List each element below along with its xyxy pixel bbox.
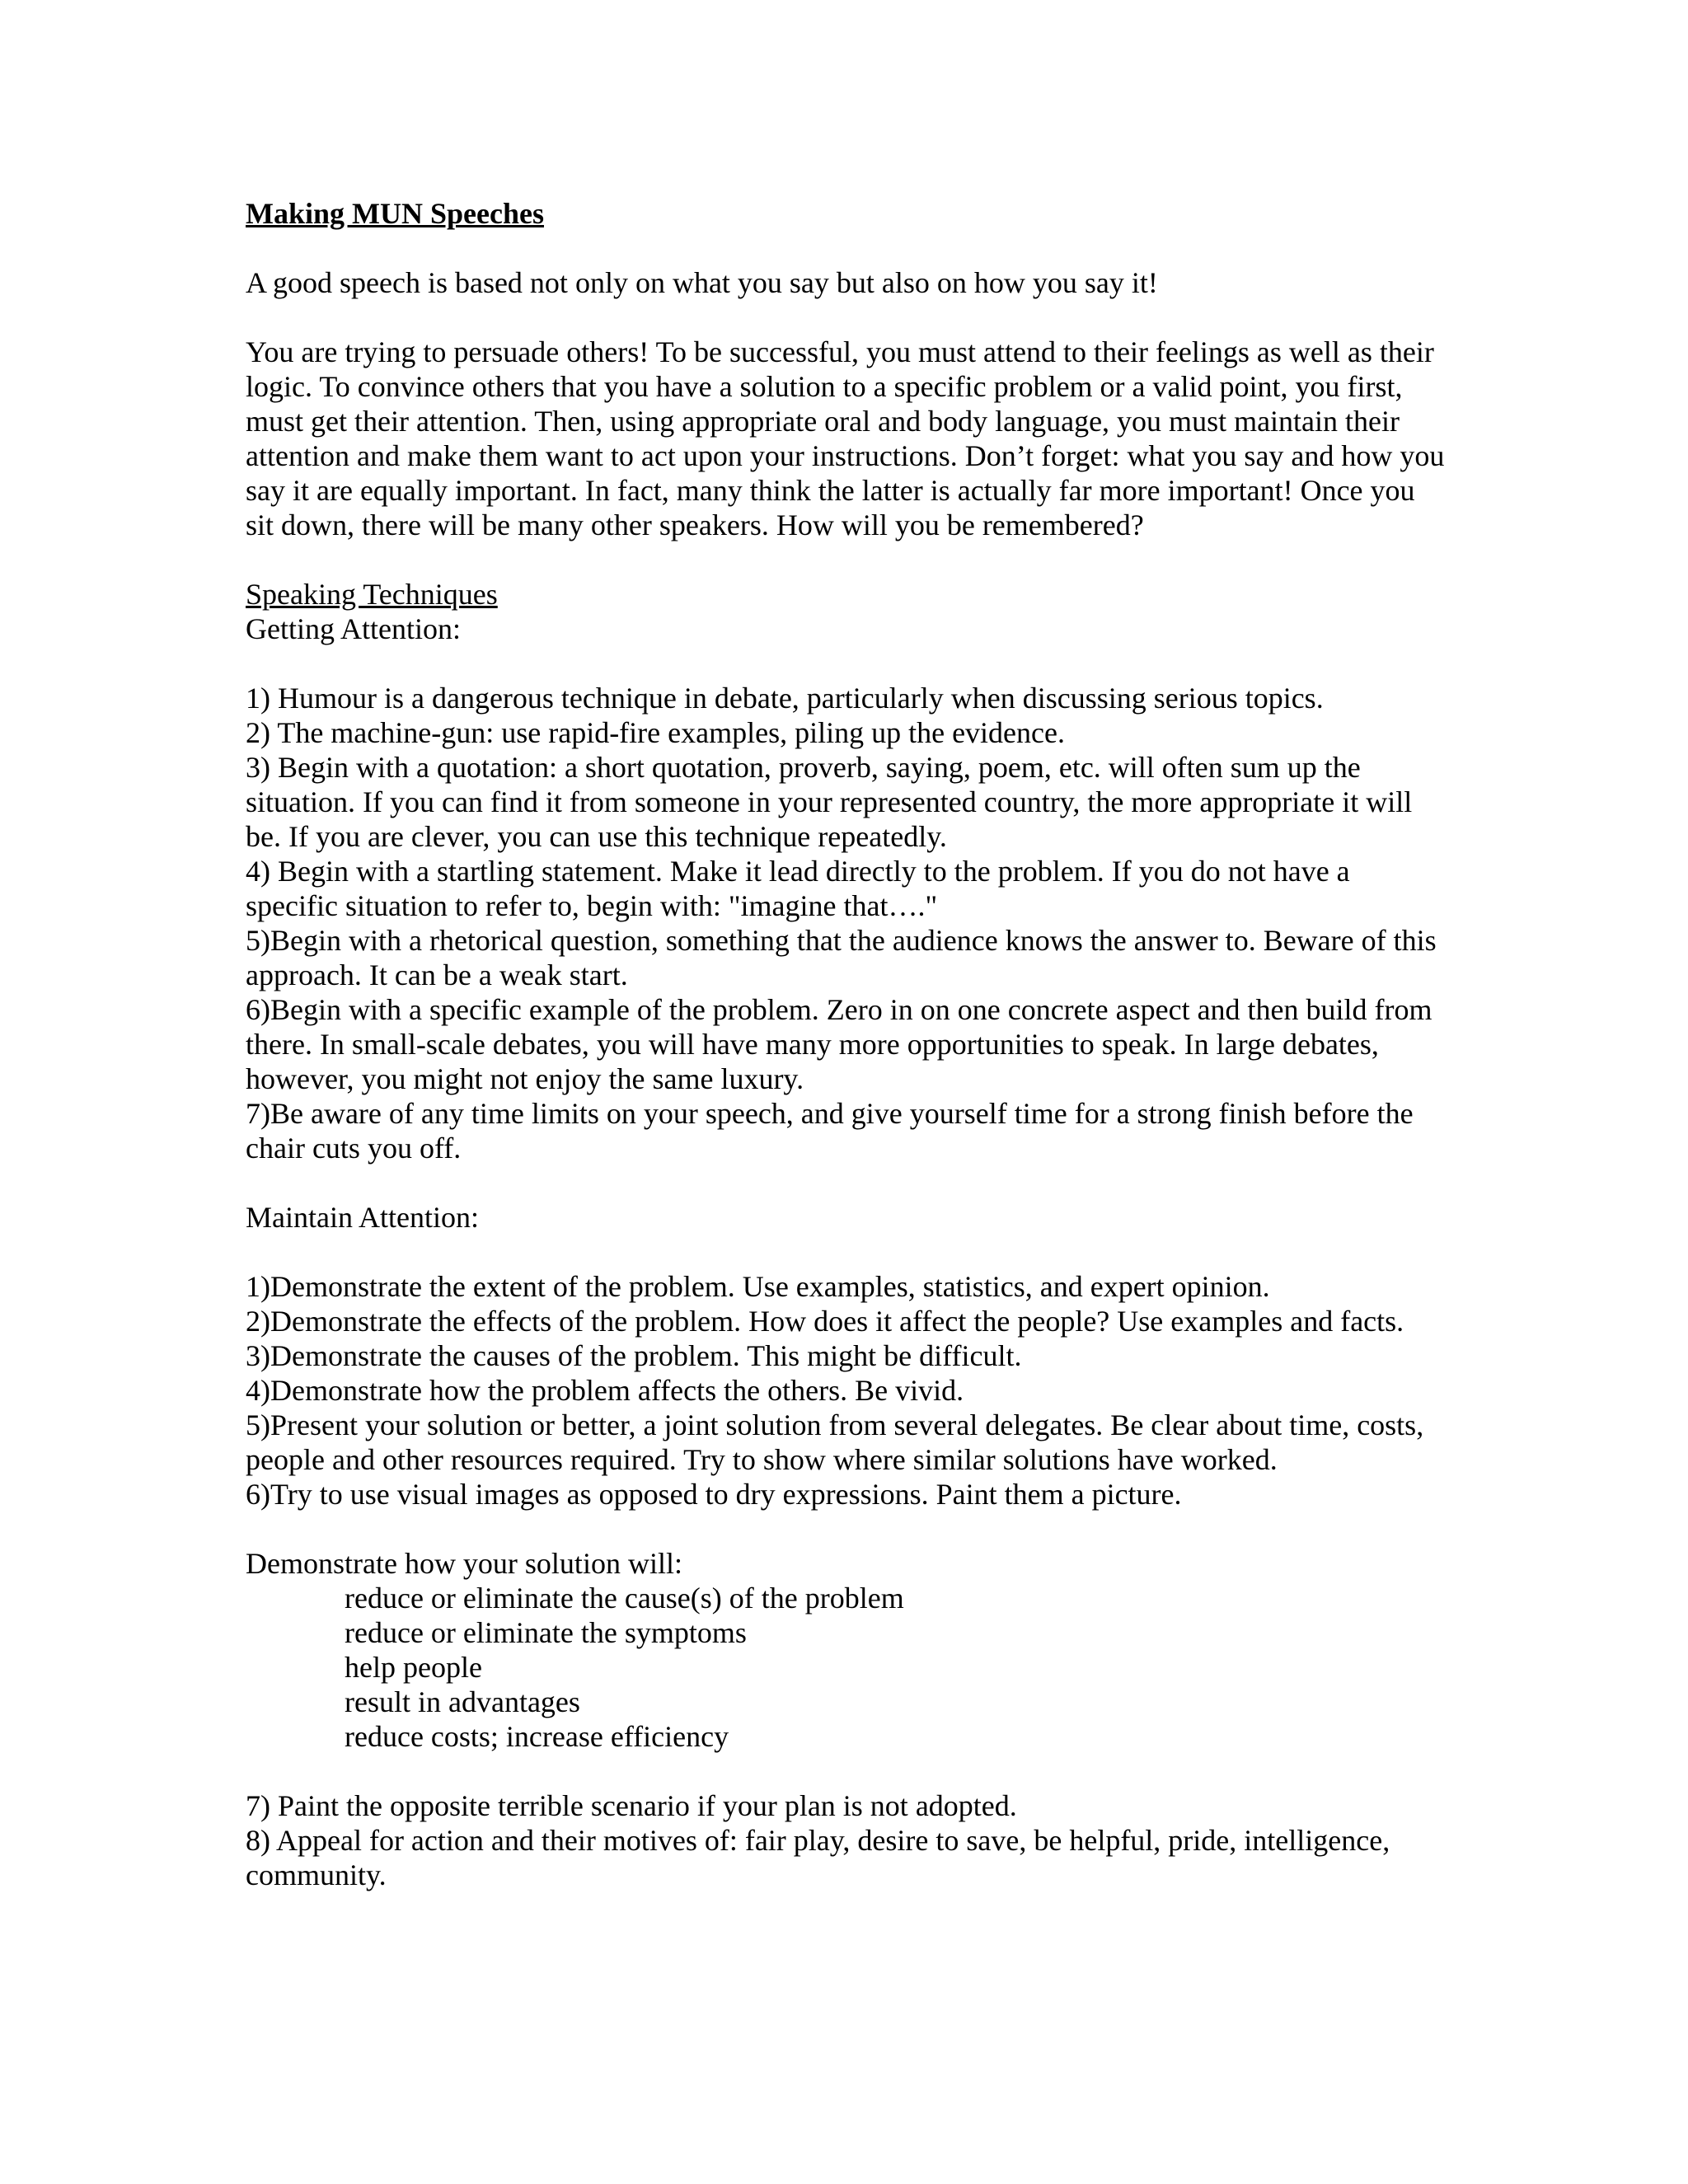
spacer	[246, 300, 1449, 335]
document-page	[246, 196, 1449, 1892]
list-item: 4) Begin with a startling statement. Make it lead directly to the problem. If you do not have a specific situation to refer to, begin with: "imagine that…."	[246, 855, 1350, 922]
list-item: 3)Demonstrate the causes of the problem. This might be difficult.	[246, 1339, 1022, 1372]
getting-attention-list	[246, 681, 1449, 1165]
list-item: 2)Demonstrate the effects of the problem. How does it affect the people? Use examples and facts.	[246, 1305, 1404, 1338]
spacer	[246, 1235, 1449, 1269]
spacer	[246, 231, 1449, 265]
list-item: 7)Be aware of any time limits on your speech, and give yourself time for a strong finish before the chair cuts you off.	[246, 1097, 1414, 1165]
list-item: 2) The machine-gun: use rapid-fire examples, piling up the evidence.	[246, 716, 1065, 749]
list-item: 6)Begin with a specific example of the problem. Zero in on one concrete aspect and then build from there. In small-scale debates, you will have many more opportunities to speak. In large debates, however, you might not enjoy the same luxury.	[246, 993, 1432, 1095]
list-item: reduce or eliminate the symptoms	[345, 1616, 747, 1649]
list-item: 5)Begin with a rhetorical question, something that the audience knows the answer to. Beware of this approach. It can be a weak start.	[246, 924, 1437, 991]
list-item: 1)Demonstrate the extent of the problem. Use examples, statistics, and expert opinion.	[246, 1270, 1270, 1303]
list-item: reduce costs; increase efficiency	[345, 1720, 729, 1753]
closing-list	[246, 1788, 1449, 1892]
document-title: Making MUN Speeches	[246, 197, 544, 230]
persuasion-paragraph: You are trying to persuade others! To be successful, you must attend to their feelings as well as their logic. To convince others that you have a solution to a specific problem or a valid point, you first, must get their attention. Then, using appropriate oral and body language, you must maintain their attention and make them want to act upon your instructions. Don’t forget: what you say and how you say it are equally important. In fact, many think the latter is actually far more important! Once you sit down, there will be many other speakers. How will you be remembered?	[246, 335, 1445, 541]
spacer	[246, 646, 1449, 681]
list-item: 1) Humour is a dangerous technique in debate, particularly when discussing serious topics.	[246, 682, 1324, 715]
spacer	[246, 542, 1449, 577]
list-item: 7) Paint the opposite terrible scenario if your plan is not adopted.	[246, 1789, 1017, 1822]
list-item: 8) Appeal for action and their motives of: fair play, desire to save, be helpful, pride, intelligence, community.	[246, 1824, 1390, 1891]
solution-list	[246, 1581, 1449, 1754]
list-item: result in advantages	[345, 1685, 580, 1718]
spacer	[246, 1754, 1449, 1788]
getting-attention-heading: Getting Attention:	[246, 612, 461, 645]
intro-line: A good speech is based not only on what you say but also on how you say it!	[246, 266, 1158, 299]
list-item: help people	[345, 1651, 482, 1684]
list-item: 6)Try to use visual images as opposed to dry expressions. Paint them a picture.	[246, 1478, 1182, 1511]
list-item: 3) Begin with a quotation: a short quotation, proverb, saying, poem, etc. will often sum up the situation. If you can find it from someone in your represented country, the more appropriate it will be. If you are clever, you can use this technique repeatedly.	[246, 751, 1413, 853]
maintain-attention-heading: Maintain Attention:	[246, 1201, 479, 1234]
list-item: 4)Demonstrate how the problem affects the others. Be vivid.	[246, 1374, 964, 1407]
spacer	[246, 1165, 1449, 1200]
maintain-attention-list	[246, 1269, 1449, 1511]
list-item: reduce or eliminate the cause(s) of the problem	[345, 1582, 904, 1615]
spacer	[246, 1511, 1449, 1546]
list-item: 5)Present your solution or better, a joint solution from several delegates. Be clear about time, costs, people and other resources required. Try to show where similar solutions have worked.	[246, 1408, 1424, 1476]
section-heading: Speaking Techniques	[246, 578, 498, 611]
solution-heading: Demonstrate how your solution will:	[246, 1547, 682, 1580]
